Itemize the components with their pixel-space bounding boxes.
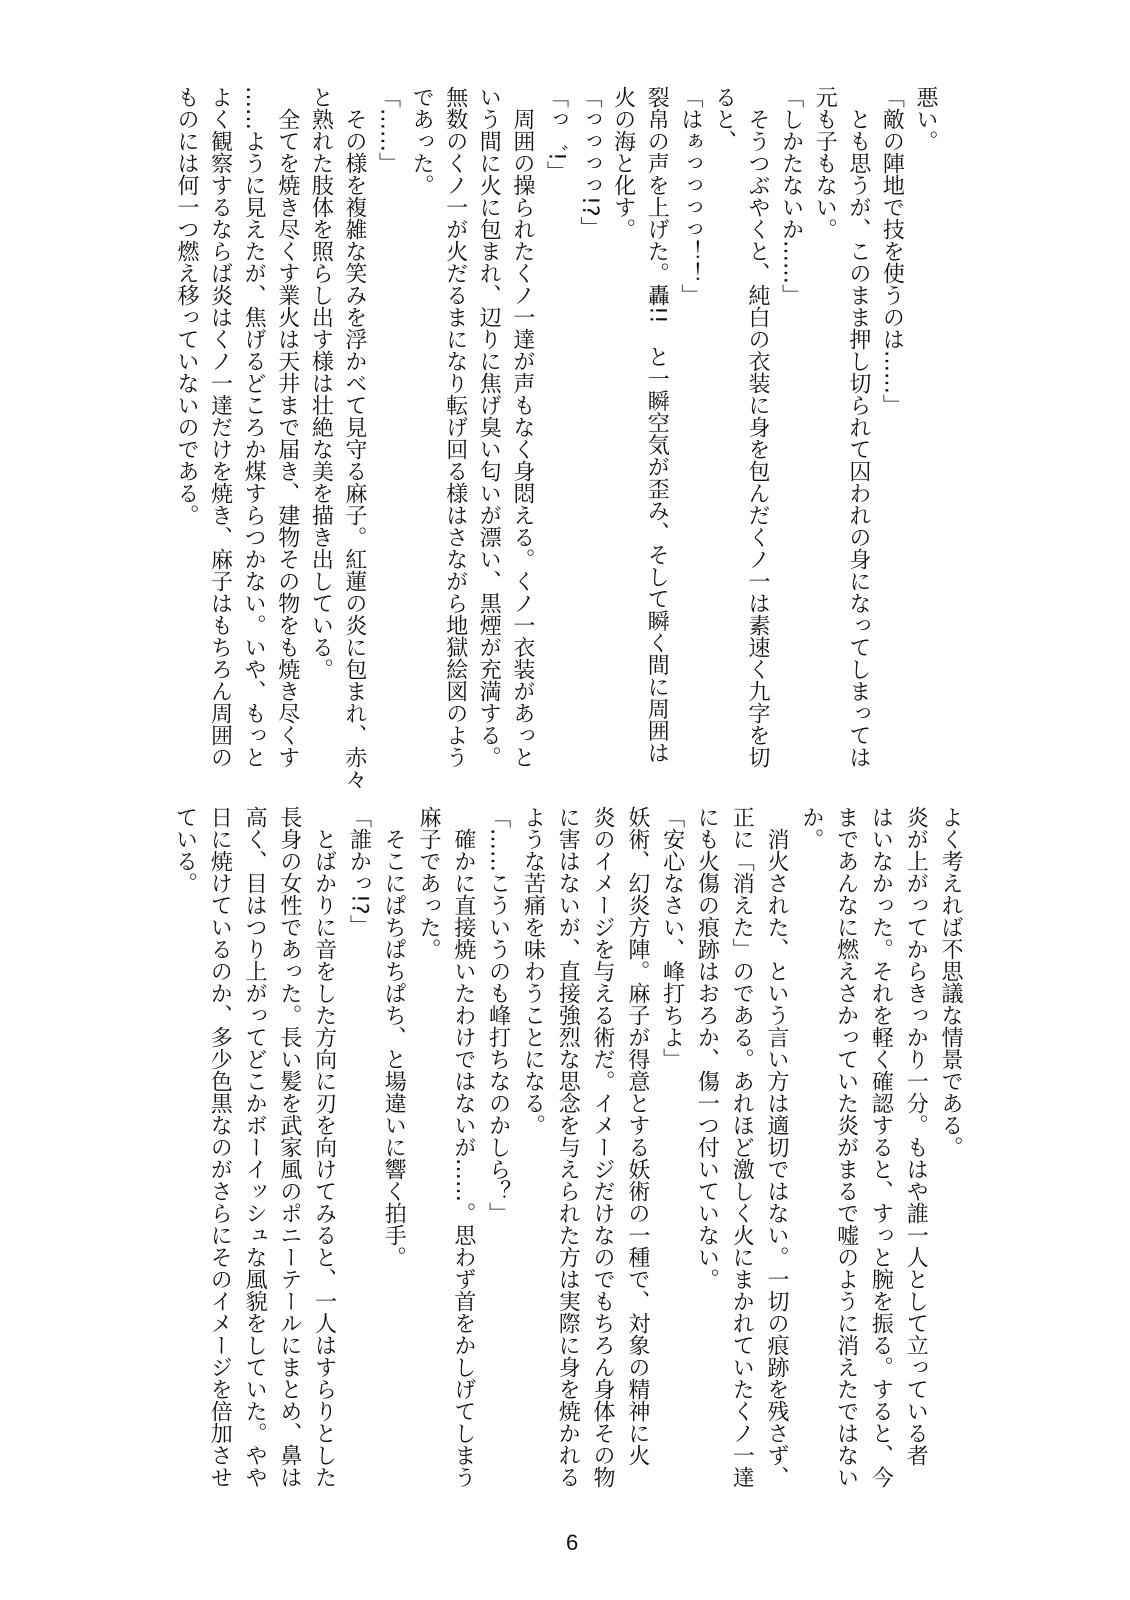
text-line: か。: [798, 806, 824, 850]
text-line: 悪い。: [913, 86, 938, 152]
text-line: とばかりに音をした方向に刃を向けてみると、一人はすらりとした: [311, 806, 337, 1488]
text-line: 無数のくノ一が火だるまになり転げ回る様はさながら地獄絵図のよう: [442, 86, 468, 768]
text-block-top: [169, 86, 942, 806]
text-line: そうつぶやくと、純白の衣装に身を包んだくノ一は素速く九字を切: [745, 86, 771, 768]
text-line: 炎が上がってからきっかり一分。もはや誰一人として立っている者: [903, 806, 929, 1466]
text-line: 「っ゛!」: [543, 86, 569, 183]
text-line: に害はないが、直接強烈な思念を与えられた方は実際に身を焼かれる: [555, 806, 581, 1488]
text-line: 麻子であった。: [416, 806, 442, 960]
text-line: はいなかった。それを軽く確認すると、すっと腕を振る。すると、今: [868, 806, 894, 1488]
text-line: よく考えれば不思議な情景である。: [938, 806, 963, 1158]
text-line: 裂帛の声を上げた。轟!! と一瞬空気が歪み、そして瞬く間に周囲は: [644, 86, 670, 764]
text-line: ような苦痛を味わうことになる。: [520, 806, 546, 1136]
text-line: 「敵の陣地で技を使うのは……」: [879, 86, 905, 416]
text-line: と熟れた肢体を照らし出す様は壮絶な美を描き出している。: [308, 86, 334, 680]
text-line: にも火傷の痕跡はおろか、傷一つ付いていない。: [694, 806, 720, 1290]
text-line: 「っっっっ!?」: [577, 86, 603, 239]
text-line: であった。: [409, 86, 435, 196]
text-line: 「……」: [375, 86, 401, 174]
page-number: 6: [566, 1530, 579, 1555]
text-line: 確かに直接焼いたわけではないが……。思わず首をかしげてしまう: [450, 806, 476, 1488]
text-line: 正に「消えた」のである。あれほど激しく火にまかれていたくノ一達: [729, 806, 755, 1488]
text-line: とも思うが、このまま押し切られて囚われの身になってしまっては: [845, 86, 871, 768]
text-line: 火の海と化す。: [610, 86, 636, 240]
text-line: 日に焼けているのか、多少色黒なのがさらにそのイメージを倍加させ: [207, 806, 233, 1488]
text-line: いう間に火に包まれ、辺りに焦げ臭い匂いが漂い、黒煙が充満する。: [476, 86, 502, 768]
text-line: 高く、目はつり上がってどこかボーイッシュな風貌をしていた。やや: [242, 806, 268, 1488]
text-line: 「誰かっ!?」: [346, 806, 372, 937]
text-line: 元も子もない。: [812, 86, 838, 240]
text-line: 妖術、幻炎方陣。麻子が得意とする妖術の一種で、対象の精神に火: [624, 806, 650, 1466]
text-line: 「安心なさい、峰打ちよ」: [659, 806, 685, 1070]
text-line: ……ように見えたが、焦げるどころか煤すらつかない。いや、もっと: [241, 86, 267, 768]
text-line: 全てを焼き尽くす業火は天井まで届き、建物その物をも焼き尽くす: [274, 86, 300, 768]
text-line: 消火された、という言い方は適切ではない。一切の痕跡を残さず、: [764, 806, 790, 1488]
text-line: その様を複雑な笑みを浮かべて見守る麻子。紅蓮の炎に包まれ、赤々: [341, 86, 367, 790]
text-block-bottom: [167, 806, 967, 1526]
text-line: 周囲の操られたくノ一達が声もなく身悶える。くノ一衣装があっと: [509, 86, 535, 768]
text-line: そこにぱちぱちぱち、と場違いに響く拍手。: [381, 806, 407, 1268]
text-line: よく観察するならば炎はくノ一達だけを焼き、麻子はもちろん周囲の: [207, 86, 233, 768]
text-line: ものには何一つ燃え移っていないのである。: [173, 86, 199, 526]
text-line: 「はぁっっっっ！！」: [677, 86, 703, 306]
text-line: 炎のイメージを与える術だ。イメージだけなのでもちろん身体その物: [590, 806, 616, 1488]
text-line: 「……こういうのも峰打ちなのかしら？」: [485, 806, 511, 1224]
text-line: まであんなに燃えさかっていた炎がまるで嘘のように消えたではない: [833, 806, 859, 1488]
text-line: 「しかたないか……」: [778, 86, 804, 306]
text-line: ると、: [711, 86, 737, 152]
text-line: ている。: [172, 806, 198, 894]
text-line: 長身の女性であった。長い髪を武家風のポニーテールにまとめ、鼻は: [276, 806, 302, 1488]
